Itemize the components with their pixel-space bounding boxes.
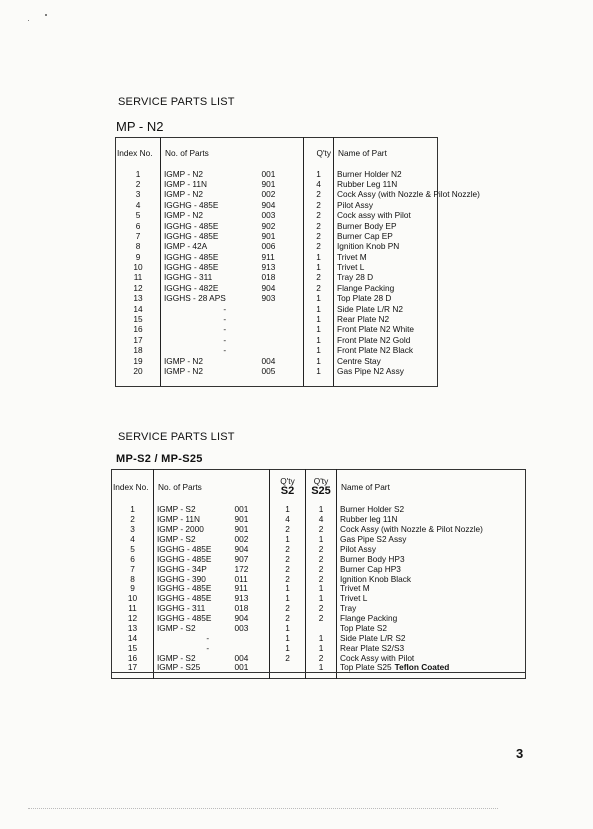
cell-part-suffix <box>259 345 304 355</box>
cell-index: 11 <box>116 272 161 282</box>
cell-part-name: Cock assy with Pilot <box>337 210 411 221</box>
cell-part-suffix: 005 <box>259 366 304 376</box>
table-row <box>112 653 526 663</box>
cell-qty-s2: 2 <box>270 603 306 613</box>
cell-qty: 1 <box>304 366 334 376</box>
cell-part-number: IGGHG - 485E <box>164 220 219 231</box>
table-row <box>112 623 526 633</box>
cell-qty-s2: 2 <box>270 524 306 534</box>
cell-part-name: Tray <box>340 603 357 614</box>
header-qty-s2 <box>270 470 306 505</box>
cell-qty-s25: 4 <box>306 514 337 524</box>
cell-qty: 2 <box>304 220 334 230</box>
cell-part-suffix: 006 <box>259 241 304 251</box>
part-name-bold-suffix: Teflon Coated <box>394 662 450 673</box>
cell-part-suffix: 911 <box>232 584 270 594</box>
cell-index: 1 <box>116 169 161 179</box>
cell-part-suffix: 004 <box>232 653 270 663</box>
cell-part-number: - <box>206 642 210 653</box>
cell-qty-s2: 2 <box>270 653 306 663</box>
cell-index: 9 <box>112 584 154 594</box>
section-title-2: SERVICE PARTS LIST <box>118 431 235 443</box>
cell-part-number: IGGHG - 485E <box>164 199 219 210</box>
cell-part-suffix <box>232 643 270 653</box>
table-row <box>112 505 526 515</box>
cell-part-suffix: 911 <box>259 252 304 262</box>
cell-part-number: IGMP - S25 <box>154 663 232 673</box>
header-qty: Q'ty <box>304 138 334 169</box>
table-row <box>112 574 526 584</box>
cell-qty-s2: 1 <box>270 594 306 604</box>
cell-qty: 1 <box>304 345 334 355</box>
cell-part-number: IGMP - N2 <box>164 365 204 376</box>
cell-part-name: Top Plate S2 <box>340 622 388 633</box>
cell-qty: 1 <box>304 262 334 272</box>
cell-part-number: IGMP - S2 <box>157 622 196 633</box>
cell-qty: 1 <box>304 324 334 334</box>
cell-qty-s2 <box>270 663 306 673</box>
table-row <box>116 335 438 345</box>
cell-index: 17 <box>116 335 161 345</box>
cell-index: 17 <box>112 663 154 673</box>
cell-part-name: Tray 28 D <box>337 272 374 283</box>
cell-part-number: IGMP - N2 <box>164 355 204 366</box>
cell-part-suffix: 001 <box>232 505 270 515</box>
table-row <box>116 179 438 189</box>
table-row <box>112 524 526 534</box>
cell-index: 5 <box>116 210 161 220</box>
cell-qty-s2: 2 <box>270 564 306 574</box>
header-qty-s25 <box>306 470 337 505</box>
cell-index: 13 <box>112 623 154 633</box>
cell-qty-s25: 2 <box>306 613 337 623</box>
cell-part-number: IGGHG - 485E <box>157 613 212 624</box>
cell-part-suffix: 904 <box>259 200 304 210</box>
parts-table-mp-s2-s25 <box>111 469 526 679</box>
cell-part-suffix: 901 <box>232 524 270 534</box>
cell-part-number: IGMP - S2 <box>157 504 196 515</box>
cell-qty-s25: 2 <box>306 574 337 584</box>
cell-part-name: Cock Assy with Pilot <box>340 652 415 663</box>
cell-qty-s2: 1 <box>270 623 306 633</box>
cell-part-number: IGMP - N2 <box>164 210 204 221</box>
cell-qty-s2: 2 <box>270 554 306 564</box>
cell-part-suffix: 172 <box>232 564 270 574</box>
table-row <box>116 366 438 376</box>
table-row <box>116 293 438 303</box>
cell-qty: 2 <box>304 283 334 293</box>
cell-part-name: Rubber Leg 11N <box>337 178 398 189</box>
cell-qty-s2: 1 <box>270 534 306 544</box>
cell-part-suffix <box>232 633 270 643</box>
cell-empty <box>116 376 161 386</box>
cell-qty: 1 <box>304 169 334 179</box>
cell-index: 7 <box>112 564 154 574</box>
cell-part-name: Cock Assy (with Nozzle & Pilot Nozzle) <box>337 189 480 200</box>
cell-empty <box>304 376 334 386</box>
cell-index: 19 <box>116 356 161 366</box>
cell-index: 8 <box>116 241 161 251</box>
table-row <box>116 200 438 210</box>
cell-part-suffix: 003 <box>232 623 270 633</box>
header-name-of-part: Name of Part <box>341 482 390 493</box>
cell-part-name: Gas Pipe S2 Assy <box>340 533 407 544</box>
parts-table-mp-n2 <box>115 137 480 387</box>
cell-part-name <box>337 663 526 673</box>
cell-qty: 2 <box>304 200 334 210</box>
cell-qty-s2: 2 <box>270 613 306 623</box>
header-no-of-parts: No. of Parts <box>154 470 270 505</box>
cell-part-suffix <box>259 324 304 334</box>
cell-index: 8 <box>112 574 154 584</box>
cell-qty-s25: 2 <box>306 544 337 554</box>
cell-part-number: IGMP - N2 <box>164 189 204 200</box>
cell-part-name: Rear Plate S2/S3 <box>340 642 405 653</box>
cell-part-name: Trivet L <box>340 593 368 604</box>
cell-qty-s2: 1 <box>270 505 306 515</box>
cell-part-name: Ignition Knob Black <box>340 573 412 584</box>
cell-part-number: - <box>206 632 210 643</box>
page-number: 3 <box>516 746 524 761</box>
cell-index: 15 <box>116 314 161 324</box>
cell-part-number: IGGHG - 485E <box>164 262 219 273</box>
cell-part-suffix: 001 <box>259 169 304 179</box>
cell-part-number: IGMP - S2 <box>157 533 196 544</box>
cell-part-suffix: 002 <box>232 534 270 544</box>
cell-index: 9 <box>116 252 161 262</box>
cell-part-number: IGMP - N2 <box>164 168 204 179</box>
cell-qty-s25: 1 <box>306 643 337 653</box>
cell-part-number: - <box>223 324 227 335</box>
cell-part-name: Burner Body EP <box>337 220 397 231</box>
cell-part-suffix: 903 <box>259 293 304 303</box>
header-qty-s25-model: S25 <box>311 484 331 497</box>
cell-index: 10 <box>116 262 161 272</box>
cell-part-suffix: 004 <box>259 356 304 366</box>
table-row <box>116 210 438 220</box>
section-title-1: SERVICE PARTS LIST <box>118 96 235 108</box>
cell-part-name: Side Plate L/R S2 <box>340 632 406 643</box>
header-no-of-parts: No. of Parts <box>161 138 304 169</box>
cell-part-number: IGGHG - 485E <box>157 593 212 604</box>
cell-part-number: IGGHG - 482E <box>164 282 219 293</box>
cell-part-name: Cock Assy (with Nozzle & Pilot Nozzle) <box>340 524 483 535</box>
cell-part-number: IGGHS - 28 APS <box>164 293 226 304</box>
cell-part-name: Burner Holder N2 <box>337 168 402 179</box>
cell-part-number: IGGHG - 34P <box>157 563 207 574</box>
cell-empty <box>306 673 337 679</box>
cell-qty-s25: 2 <box>306 603 337 613</box>
cell-part-number: IGGHG - 485E <box>164 251 219 262</box>
cell-part-name: Front Plate N2 White <box>337 324 415 335</box>
cell-qty-s2: 1 <box>270 643 306 653</box>
cell-qty: 2 <box>304 210 334 220</box>
table-row <box>112 554 526 564</box>
cell-part-suffix: 011 <box>232 574 270 584</box>
table-row <box>112 544 526 554</box>
table-row <box>116 324 438 334</box>
cell-index: 2 <box>112 514 154 524</box>
cell-part-number: IGMP - 2000 <box>157 524 204 535</box>
cell-part-number: - <box>223 334 227 345</box>
table-row <box>116 262 438 272</box>
table-row <box>112 613 526 623</box>
scan-speck <box>28 20 29 21</box>
cell-part-name: Burner Holder S2 <box>340 504 405 515</box>
header-qty-s25-top: Q'ty <box>313 476 329 487</box>
cell-qty: 1 <box>304 314 334 324</box>
cell-qty: 1 <box>304 335 334 345</box>
header-index-no: Index No. <box>116 138 161 169</box>
cell-part-name: Pilot Assy <box>340 543 376 554</box>
cell-qty-s25: 1 <box>306 505 337 515</box>
cell-part-name: Rear Plate N2 <box>337 314 390 325</box>
cell-qty-s25: 1 <box>306 534 337 544</box>
cell-part-name: Flange Packing <box>340 613 398 624</box>
cell-part-number: IGGHG - 485E <box>164 230 219 241</box>
cell-part-suffix: 018 <box>232 603 270 613</box>
table-row <box>112 633 526 643</box>
table-row <box>112 584 526 594</box>
cell-qty: 1 <box>304 293 334 303</box>
cell-part-name: Trivet M <box>337 251 367 262</box>
cell-part-suffix: 901 <box>259 231 304 241</box>
cell-index: 10 <box>112 594 154 604</box>
cell-part-suffix: 002 <box>259 189 304 199</box>
table-row <box>116 241 438 251</box>
cell-qty: 2 <box>304 189 334 199</box>
cell-part-suffix: 902 <box>259 220 304 230</box>
cell-index: 5 <box>112 544 154 554</box>
table-row <box>116 231 438 241</box>
header-name-of-part: Name of Part <box>338 148 387 159</box>
cell-part-number: IGGHG - 485E <box>157 553 212 564</box>
cell-qty: 2 <box>304 231 334 241</box>
table-row <box>116 304 438 314</box>
cell-part-name: Side Plate L/R N2 <box>337 303 403 314</box>
cell-qty: 1 <box>304 356 334 366</box>
cell-part-number: IGGHG - 485E <box>157 583 212 594</box>
cell-index: 18 <box>116 345 161 355</box>
cell-index: 14 <box>116 304 161 314</box>
cell-empty <box>161 376 259 386</box>
cell-part-number: - <box>223 345 227 356</box>
cell-empty <box>112 673 154 679</box>
model-title-2: MP-S2 / MP-S25 <box>116 453 203 465</box>
table-row <box>116 272 438 282</box>
cell-qty: 4 <box>304 179 334 189</box>
cell-qty: 2 <box>304 272 334 282</box>
cell-part-number: - <box>223 314 227 325</box>
cell-empty <box>232 673 270 679</box>
cell-index: 12 <box>116 283 161 293</box>
cell-index: 7 <box>116 231 161 241</box>
cell-index: 6 <box>116 220 161 230</box>
cell-empty <box>337 673 526 679</box>
cell-qty-s25: 2 <box>306 554 337 564</box>
cell-qty-s2: 1 <box>270 633 306 643</box>
table-row <box>112 603 526 613</box>
cell-qty-s2: 2 <box>270 574 306 584</box>
scan-speck <box>45 14 47 16</box>
cell-qty-s25: 2 <box>306 564 337 574</box>
table-row <box>116 220 438 230</box>
cell-qty: 1 <box>304 252 334 262</box>
cell-part-number: - <box>223 303 227 314</box>
cell-part-suffix: 001 <box>232 663 270 673</box>
cell-part-name: Burner Cap HP3 <box>340 563 401 574</box>
cell-index: 3 <box>112 524 154 534</box>
cell-qty-s25: 2 <box>306 524 337 534</box>
cell-index: 15 <box>112 643 154 653</box>
cell-index: 1 <box>112 505 154 515</box>
cell-part-name: Top Plate 28 D <box>337 293 392 304</box>
cell-qty-s25: 2 <box>306 653 337 663</box>
scan-artifact-line <box>28 808 498 809</box>
cell-empty <box>154 673 232 679</box>
table-row <box>112 594 526 604</box>
cell-qty-s25 <box>306 623 337 633</box>
cell-part-name: Burner Cap EP <box>337 230 393 241</box>
table-row <box>112 663 526 673</box>
cell-part-suffix: 913 <box>232 594 270 604</box>
cell-part-suffix <box>259 314 304 324</box>
cell-empty <box>334 376 438 386</box>
cell-part-suffix: 904 <box>232 613 270 623</box>
cell-qty-s25: 1 <box>306 584 337 594</box>
cell-qty-s25: 1 <box>306 663 337 673</box>
cell-part-number: IGGHG - 485E <box>157 543 212 554</box>
cell-index: 4 <box>112 534 154 544</box>
cell-index: 6 <box>112 554 154 564</box>
cell-part-name: Trivet L <box>337 262 365 273</box>
cell-part-name: Flange Packing <box>337 282 395 293</box>
cell-qty-s2: 1 <box>270 584 306 594</box>
cell-part-suffix <box>259 335 304 345</box>
table-row <box>116 169 438 179</box>
cell-part-name: Centre Stay <box>337 355 381 366</box>
header-qty-s2-top: Q'ty <box>280 476 295 487</box>
cell-qty-s25: 1 <box>306 594 337 604</box>
cell-part-name: Front Plate N2 Gold <box>337 334 411 345</box>
cell-qty: 1 <box>304 304 334 314</box>
cell-qty-s2: 2 <box>270 544 306 554</box>
cell-index: 20 <box>116 366 161 376</box>
part-name-text: Top Plate S25 <box>340 662 392 673</box>
table-row <box>116 189 438 199</box>
cell-qty: 2 <box>304 241 334 251</box>
cell-part-suffix: 904 <box>259 283 304 293</box>
cell-part-suffix: 904 <box>232 544 270 554</box>
table-row-blank <box>116 376 438 386</box>
table-row <box>116 356 438 366</box>
cell-part-suffix <box>259 304 304 314</box>
cell-part-number: IGMP - 42A <box>164 241 208 252</box>
cell-part-suffix: 018 <box>259 272 304 282</box>
table-row <box>112 534 526 544</box>
model-title-1: MP - N2 <box>116 119 164 134</box>
table-row <box>116 283 438 293</box>
cell-empty <box>270 673 306 679</box>
cell-index: 4 <box>116 200 161 210</box>
cell-part-suffix: 913 <box>259 262 304 272</box>
cell-part-number: IGMP - 11N <box>164 178 208 189</box>
cell-index: 12 <box>112 613 154 623</box>
cell-part-suffix: 901 <box>232 514 270 524</box>
cell-part-number: IGMP - S2 <box>157 652 196 663</box>
cell-part-number: IGMP - 11N <box>157 514 201 525</box>
cell-part-name: Burner Body HP3 <box>340 553 405 564</box>
cell-empty <box>259 376 304 386</box>
cell-part-name: Ignition Knob PN <box>337 241 400 252</box>
cell-part-suffix: 003 <box>259 210 304 220</box>
header-index-no: Index No. <box>112 470 154 505</box>
cell-part-number: IGGHG - 390 <box>157 573 206 584</box>
table-row-blank <box>112 673 526 679</box>
cell-qty-s2: 4 <box>270 514 306 524</box>
cell-part-suffix: 907 <box>232 554 270 564</box>
header-qty-s2-model: S2 <box>280 484 295 497</box>
table-row <box>116 314 438 324</box>
cell-part-suffix: 901 <box>259 179 304 189</box>
cell-part-number: IGGHG - 311 <box>164 272 213 283</box>
cell-part-name: Pilot Assy <box>337 199 373 210</box>
cell-part-name: Gas Pipe N2 Assy <box>337 365 404 376</box>
cell-index: 16 <box>116 324 161 334</box>
cell-index: 11 <box>112 603 154 613</box>
table-row <box>112 643 526 653</box>
cell-index: 14 <box>112 633 154 643</box>
table-row <box>112 514 526 524</box>
cell-index: 2 <box>116 179 161 189</box>
cell-index: 13 <box>116 293 161 303</box>
cell-index: 16 <box>112 653 154 663</box>
cell-index: 3 <box>116 189 161 199</box>
cell-part-number: IGGHG - 311 <box>157 603 206 614</box>
cell-qty-s25: 1 <box>306 633 337 643</box>
table-row <box>112 564 526 574</box>
cell-part-name: Front Plate N2 Black <box>337 345 414 356</box>
table-row <box>116 345 438 355</box>
cell-part-name: Rubber leg 11N <box>340 514 398 525</box>
cell-part-name: Trivet M <box>340 583 370 594</box>
table-row <box>116 252 438 262</box>
